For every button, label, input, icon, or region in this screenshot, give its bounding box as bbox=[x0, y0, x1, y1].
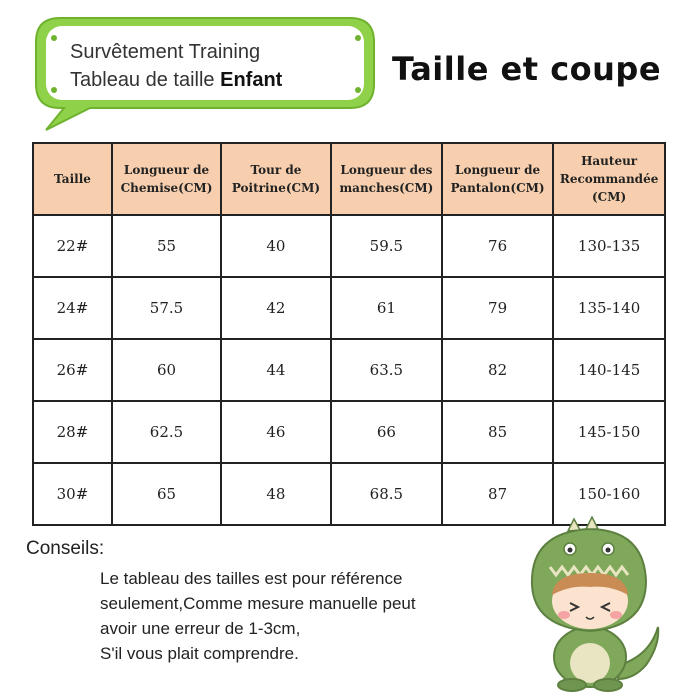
advice-line: S'il vous plait comprendre. bbox=[100, 644, 299, 663]
table-row bbox=[33, 215, 665, 277]
table-cell: 57.5 bbox=[112, 277, 221, 339]
header-longueur-chemise bbox=[112, 143, 221, 215]
table-row bbox=[33, 277, 665, 339]
table-row bbox=[33, 401, 665, 463]
header-line: Poitrine(CM) bbox=[231, 181, 321, 195]
table-cell: 24# bbox=[33, 277, 112, 339]
advice-line: Le tableau des tailles est pour référence bbox=[100, 569, 403, 588]
table-cell: 22# bbox=[33, 215, 112, 277]
table-cell: 55 bbox=[112, 215, 221, 277]
table-cell: 130-135 bbox=[553, 215, 665, 277]
table-cell: 79 bbox=[442, 277, 553, 339]
bubble-line-1: Survêtement Training bbox=[70, 41, 261, 63]
advice-text bbox=[100, 566, 416, 666]
table-cell: 28# bbox=[33, 401, 112, 463]
table-cell: 60 bbox=[112, 339, 221, 401]
table-cell: 85 bbox=[442, 401, 553, 463]
table-cell: 26# bbox=[33, 339, 112, 401]
size-table bbox=[32, 142, 666, 526]
table-cell: 63.5 bbox=[331, 339, 442, 401]
table-cell: 42 bbox=[221, 277, 331, 339]
header-line: Recommandée bbox=[559, 172, 659, 186]
header-taille bbox=[33, 143, 112, 215]
header-longueur-manches bbox=[331, 143, 442, 215]
bubble-line-2-prefix: Tableau de taille bbox=[70, 69, 215, 91]
header-line: manches(CM) bbox=[339, 181, 434, 195]
table-cell: 87 bbox=[442, 463, 553, 525]
table-cell: 66 bbox=[331, 401, 442, 463]
table-cell: 40 bbox=[221, 215, 331, 277]
header-line: Longueur de bbox=[123, 163, 210, 177]
table-header-row bbox=[33, 143, 665, 215]
table-cell: 135-140 bbox=[553, 277, 665, 339]
table-cell: 68.5 bbox=[331, 463, 442, 525]
table-cell: 44 bbox=[221, 339, 331, 401]
table-cell: 48 bbox=[221, 463, 331, 525]
header-line: Hauteur bbox=[581, 154, 638, 168]
table-cell: 145-150 bbox=[553, 401, 665, 463]
table-cell: 62.5 bbox=[112, 401, 221, 463]
header-line: Taille bbox=[54, 172, 91, 186]
header-line: (CM) bbox=[592, 190, 627, 204]
table-cell: 46 bbox=[221, 401, 331, 463]
table-cell: 150-160 bbox=[553, 463, 665, 525]
table-cell: 140-145 bbox=[553, 339, 665, 401]
advice-heading: Conseils: bbox=[26, 538, 105, 559]
bubble-text bbox=[70, 38, 282, 94]
header-line: Chemise(CM) bbox=[120, 181, 213, 195]
header-tour-poitrine bbox=[221, 143, 331, 215]
dinosaur-costume-child-icon bbox=[510, 515, 670, 700]
header-longueur-pantalon bbox=[442, 143, 553, 215]
page-title: Taille et coupe bbox=[392, 50, 662, 88]
header-line: Tour de bbox=[250, 163, 302, 177]
speech-bubble bbox=[30, 14, 380, 110]
table-cell: 30# bbox=[33, 463, 112, 525]
header-line: Longueur de bbox=[455, 163, 541, 177]
bubble-line-2-bold: Enfant bbox=[220, 69, 283, 91]
header-line: Pantalon(CM) bbox=[450, 181, 545, 195]
table-cell: 76 bbox=[442, 215, 553, 277]
header-hauteur-recommandee bbox=[553, 143, 665, 215]
table-cell: 82 bbox=[442, 339, 553, 401]
table-cell: 61 bbox=[331, 277, 442, 339]
table-row bbox=[33, 339, 665, 401]
bubble-line-2 bbox=[70, 66, 282, 94]
header-line: Longueur des bbox=[340, 163, 433, 177]
advice-line: avoir une erreur de 1-3cm, bbox=[100, 619, 301, 638]
advice-line: seulement,Comme mesure manuelle peut bbox=[100, 594, 416, 613]
table-cell: 59.5 bbox=[331, 215, 442, 277]
table-cell: 65 bbox=[112, 463, 221, 525]
